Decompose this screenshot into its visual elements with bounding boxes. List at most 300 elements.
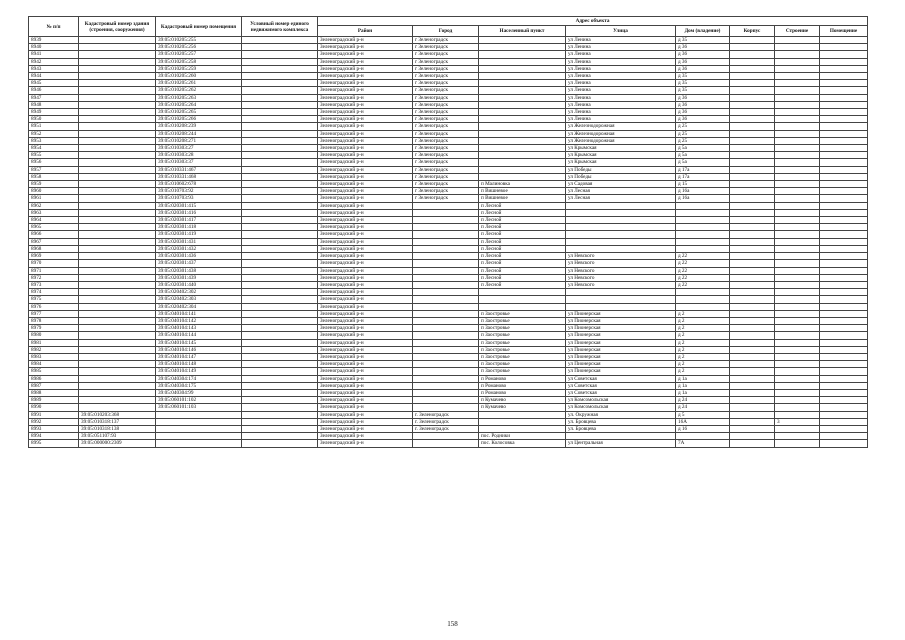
cell-city [413, 274, 479, 281]
cell-cad-room: 39:05:010205:265 [156, 109, 242, 116]
cell-city: г Зеленоградск [413, 101, 479, 108]
cell-city: г Зеленоградск [413, 73, 479, 80]
cell-city [413, 260, 479, 267]
cell-street: ул Пионерская [566, 361, 676, 368]
cell-district: Зеленоградский р-н [318, 440, 413, 447]
cell-district: Зеленоградский р-н [318, 404, 413, 411]
cell-building [775, 296, 820, 303]
cell-cad-building [79, 303, 156, 310]
cell-building [775, 145, 820, 152]
cell-building [775, 87, 820, 94]
cell-settlement [479, 166, 566, 173]
cell-room [820, 440, 868, 447]
cell-city [413, 382, 479, 389]
cell-street: ул Ленина [566, 65, 676, 72]
cell-building: 3 [775, 418, 820, 425]
cell-building [775, 231, 820, 238]
table-row [29, 44, 868, 51]
cell-settlement: п Заостровье [479, 346, 566, 353]
cell-settlement: пос. Колосовка [479, 440, 566, 447]
cell-cad-building [79, 267, 156, 274]
cell-district: Зеленоградский р-н [318, 166, 413, 173]
cell-cad-room: 39:05:040304:174 [156, 375, 242, 382]
cell-room [820, 332, 868, 339]
registry-table-body [29, 37, 868, 448]
cell-building [775, 281, 820, 288]
cell-num: 8973 [29, 281, 79, 288]
table-row [29, 296, 868, 303]
cell-num: 8988 [29, 389, 79, 396]
cell-cond-num [242, 418, 318, 425]
cell-city [413, 440, 479, 447]
cell-house: д 36 [676, 51, 730, 58]
cell-street: ул Советская [566, 389, 676, 396]
cell-district: Зеленоградский р-н [318, 195, 413, 202]
cell-house: д 5 [676, 411, 730, 418]
cell-settlement: п Лесной [479, 281, 566, 288]
cell-cond-num [242, 339, 318, 346]
table-row [29, 289, 868, 296]
cell-cad-room: 39:05:010331:467 [156, 166, 242, 173]
table-row [29, 58, 868, 65]
cell-district: Зеленоградский р-н [318, 152, 413, 159]
cell-city [413, 224, 479, 231]
cell-cond-num [242, 145, 318, 152]
table-row [29, 303, 868, 310]
cell-korpus [730, 173, 775, 180]
cell-district: Зеленоградский р-н [318, 238, 413, 245]
cell-cond-num [242, 231, 318, 238]
cell-cond-num [242, 425, 318, 432]
cell-num: 8944 [29, 73, 79, 80]
cell-num: 8978 [29, 317, 79, 324]
cell-district: Зеленоградский р-н [318, 281, 413, 288]
cell-cad-room: 39:05:010208:244 [156, 130, 242, 137]
table-row [29, 73, 868, 80]
cell-district: Зеленоградский р-н [318, 433, 413, 440]
cell-building [775, 65, 820, 72]
cell-building [775, 433, 820, 440]
cell-cad-building [79, 123, 156, 130]
cell-room [820, 238, 868, 245]
cell-settlement [479, 58, 566, 65]
cell-num: 8943 [29, 65, 79, 72]
header-house: Дом (владение) [676, 26, 730, 37]
cell-room [820, 181, 868, 188]
cell-room [820, 281, 868, 288]
cell-building [775, 137, 820, 144]
cell-korpus [730, 195, 775, 202]
cell-cad-building [79, 51, 156, 58]
cell-korpus [730, 332, 775, 339]
cell-building [775, 289, 820, 296]
table-row [29, 123, 868, 130]
cell-room [820, 173, 868, 180]
cell-settlement: п Вишневое [479, 188, 566, 195]
cell-korpus [730, 260, 775, 267]
cell-house: д 2 [676, 317, 730, 324]
cell-cad-room: 39:05:010205:258 [156, 58, 242, 65]
cell-num: 8971 [29, 267, 79, 274]
table-row [29, 245, 868, 252]
cell-cad-building [79, 231, 156, 238]
cell-district: Зеленоградский р-н [318, 217, 413, 224]
cell-building [775, 310, 820, 317]
cell-street: ул Железнодорожная [566, 130, 676, 137]
cell-building [775, 325, 820, 332]
cell-district: Зеленоградский р-н [318, 425, 413, 432]
cell-num: 8957 [29, 166, 79, 173]
cell-street: ул Комсомольская [566, 397, 676, 404]
cell-settlement: п Заостровье [479, 361, 566, 368]
cell-korpus [730, 368, 775, 375]
cell-settlement: п Лесной [479, 260, 566, 267]
cell-korpus [730, 224, 775, 231]
cell-cad-building [79, 188, 156, 195]
cell-room [820, 209, 868, 216]
cell-cond-num [242, 152, 318, 159]
cell-cond-num [242, 411, 318, 418]
cell-building [775, 123, 820, 130]
cell-house: д 2 [676, 325, 730, 332]
cell-district: Зеленоградский р-н [318, 346, 413, 353]
cell-city: г. Зеленоградск [413, 411, 479, 418]
cell-city: г Зеленоградск [413, 130, 479, 137]
cell-building [775, 202, 820, 209]
cell-korpus [730, 181, 775, 188]
cell-city [413, 317, 479, 324]
header-settlement: Населенный пункт [479, 26, 566, 37]
cell-building [775, 44, 820, 51]
cell-street: ул Центральная [566, 440, 676, 447]
cell-cond-num [242, 353, 318, 360]
cell-district: Зеленоградский р-н [318, 231, 413, 238]
cell-house: д 2 [676, 346, 730, 353]
cell-cad-room: 39:05:020301:436 [156, 253, 242, 260]
cell-city [413, 433, 479, 440]
cell-building [775, 260, 820, 267]
cell-num: 8961 [29, 195, 79, 202]
cell-room [820, 245, 868, 252]
cell-house: д 2 [676, 361, 730, 368]
cell-district: Зеленоградский р-н [318, 209, 413, 216]
cell-street: ул Пионерская [566, 332, 676, 339]
cell-building [775, 101, 820, 108]
cell-building [775, 217, 820, 224]
cell-building [775, 51, 820, 58]
cell-building [775, 267, 820, 274]
cell-street: ул Ленина [566, 80, 676, 87]
cell-num: 8982 [29, 346, 79, 353]
cell-settlement [479, 44, 566, 51]
cell-korpus [730, 37, 775, 44]
cell-city: г Зеленоградск [413, 195, 479, 202]
cell-cad-building [79, 173, 156, 180]
cell-korpus [730, 317, 775, 324]
cell-street: ул Пионерская [566, 353, 676, 360]
cell-cond-num [242, 296, 318, 303]
cell-street: ул Ленина [566, 94, 676, 101]
cell-cond-num [242, 109, 318, 116]
cell-city: г. Зеленоградск [413, 418, 479, 425]
cell-house [676, 296, 730, 303]
cell-num: 8983 [29, 353, 79, 360]
cell-cad-room [156, 411, 242, 418]
cell-room [820, 159, 868, 166]
cell-city: г Зеленоградск [413, 37, 479, 44]
cell-room [820, 94, 868, 101]
cell-house: д 22 [676, 267, 730, 274]
cell-settlement [479, 159, 566, 166]
cell-district: Зеленоградский р-н [318, 325, 413, 332]
cell-settlement: п Романово [479, 375, 566, 382]
cell-cond-num [242, 130, 318, 137]
cell-house: д 24 [676, 397, 730, 404]
cell-num: 8972 [29, 274, 79, 281]
cell-street [566, 289, 676, 296]
cell-cad-room: 39:05:010703:92 [156, 188, 242, 195]
cell-cond-num [242, 80, 318, 87]
cell-house [676, 202, 730, 209]
cell-cond-num [242, 37, 318, 44]
cell-cad-room: 39:05:020301:432 [156, 245, 242, 252]
cell-num: 8990 [29, 404, 79, 411]
cell-cad-room: 39:05:020402:302 [156, 289, 242, 296]
cell-building [775, 109, 820, 116]
table-row [29, 332, 868, 339]
cell-room [820, 231, 868, 238]
cell-cad-room: 39:05:020402:303 [156, 296, 242, 303]
cell-city: г. Зеленоградск [413, 425, 479, 432]
cell-room [820, 101, 868, 108]
cell-district: Зеленоградский р-н [318, 130, 413, 137]
cell-cad-room: 39:05:010205:260 [156, 73, 242, 80]
table-row [29, 87, 868, 94]
table-row [29, 368, 868, 375]
cell-street: ул Ленина [566, 109, 676, 116]
cell-district: Зеленоградский р-н [318, 181, 413, 188]
cell-cad-room: 39:05:020301:440 [156, 281, 242, 288]
cell-house: д 17а [676, 173, 730, 180]
cell-cond-num [242, 73, 318, 80]
cell-cond-num [242, 202, 318, 209]
cell-district: Зеленоградский р-н [318, 109, 413, 116]
cell-room [820, 73, 868, 80]
cell-house: д 36 [676, 116, 730, 123]
cell-korpus [730, 404, 775, 411]
cell-cad-room: 39:05:020301:417 [156, 217, 242, 224]
cell-cad-building [79, 397, 156, 404]
cell-cond-num [242, 116, 318, 123]
cell-cad-building [79, 137, 156, 144]
cell-city: г Зеленоградск [413, 173, 479, 180]
cell-cad-room: 39:05:020301:437 [156, 260, 242, 267]
cell-settlement [479, 152, 566, 159]
table-row [29, 267, 868, 274]
cell-house: д 16а [676, 195, 730, 202]
cell-street: ул Лесная [566, 188, 676, 195]
cell-house: д 15 [676, 181, 730, 188]
cell-house [676, 238, 730, 245]
cell-cond-num [242, 433, 318, 440]
cell-room [820, 418, 868, 425]
cell-street: ул Невского [566, 260, 676, 267]
cell-district: Зеленоградский р-н [318, 411, 413, 418]
cell-house [676, 245, 730, 252]
cell-settlement [479, 425, 566, 432]
cell-district: Зеленоградский р-н [318, 159, 413, 166]
cell-cad-building [79, 310, 156, 317]
cell-district: Зеленоградский р-н [318, 94, 413, 101]
cell-korpus [730, 116, 775, 123]
cell-num: 8968 [29, 245, 79, 252]
cell-street [566, 224, 676, 231]
table-row [29, 238, 868, 245]
cell-house: д 35 [676, 80, 730, 87]
cell-cond-num [242, 317, 318, 324]
cell-street [566, 231, 676, 238]
cell-cad-building [79, 217, 156, 224]
cell-district: Зеленоградский р-н [318, 317, 413, 324]
cell-settlement: пос. Родники [479, 433, 566, 440]
table-row [29, 325, 868, 332]
cell-house: д 16 [676, 425, 730, 432]
cell-cond-num [242, 181, 318, 188]
cell-room [820, 152, 868, 159]
cell-settlement [479, 289, 566, 296]
cell-district: Зеленоградский р-н [318, 361, 413, 368]
cell-settlement: п Заостровье [479, 325, 566, 332]
table-row [29, 382, 868, 389]
table-row [29, 310, 868, 317]
cell-street: ул Пионерская [566, 310, 676, 317]
table-row [29, 152, 868, 159]
cell-korpus [730, 440, 775, 447]
cell-room [820, 260, 868, 267]
table-row [29, 425, 868, 432]
cell-city [413, 231, 479, 238]
cell-korpus [730, 137, 775, 144]
cell-cond-num [242, 397, 318, 404]
cell-settlement: п Лесной [479, 245, 566, 252]
cell-korpus [730, 123, 775, 130]
cell-cad-building [79, 130, 156, 137]
cell-cad-building [79, 346, 156, 353]
cell-building [775, 37, 820, 44]
cell-korpus [730, 65, 775, 72]
cell-city: г Зеленоградск [413, 94, 479, 101]
cell-room [820, 58, 868, 65]
cell-cad-room: 39:05:010303:28 [156, 152, 242, 159]
cell-street [566, 217, 676, 224]
cell-korpus [730, 339, 775, 346]
cell-cond-num [242, 346, 318, 353]
cell-house [676, 433, 730, 440]
cell-cond-num [242, 224, 318, 231]
table-row [29, 440, 868, 447]
cell-street: ул Невского [566, 281, 676, 288]
cell-street: ул Железнодорожная [566, 137, 676, 144]
cell-house: 16А [676, 418, 730, 425]
cell-num: 8974 [29, 289, 79, 296]
table-row [29, 80, 868, 87]
cell-korpus [730, 80, 775, 87]
cell-settlement: п Заостровье [479, 332, 566, 339]
header-building: Строение [775, 26, 820, 37]
cell-building [775, 152, 820, 159]
cell-street: ул Железнодорожная [566, 123, 676, 130]
cell-district: Зеленоградский р-н [318, 375, 413, 382]
cell-street: ул. Бровцева [566, 425, 676, 432]
cell-house: д 35 [676, 37, 730, 44]
cell-cad-building [79, 404, 156, 411]
cell-city: г Зеленоградск [413, 80, 479, 87]
cell-city: г Зеленоградск [413, 44, 479, 51]
cell-cad-room: 39:05:060101:102 [156, 397, 242, 404]
table-row [29, 109, 868, 116]
table-row [29, 404, 868, 411]
cell-settlement: п Лесной [479, 202, 566, 209]
cell-house: д 35 [676, 73, 730, 80]
cell-room [820, 389, 868, 396]
cell-cond-num [242, 404, 318, 411]
cell-cad-room: 39:05:010208:239 [156, 123, 242, 130]
cell-city [413, 303, 479, 310]
table-row [29, 137, 868, 144]
cell-cond-num [242, 325, 318, 332]
cell-settlement [479, 109, 566, 116]
cell-room [820, 382, 868, 389]
cell-cad-building [79, 353, 156, 360]
cell-room [820, 65, 868, 72]
cell-house: д 2 [676, 353, 730, 360]
cell-cond-num [242, 137, 318, 144]
cell-district: Зеленоградский р-н [318, 37, 413, 44]
cell-street: ул Победы [566, 166, 676, 173]
cell-cad-building [79, 181, 156, 188]
cell-district: Зеленоградский р-н [318, 101, 413, 108]
cell-street: ул Советская [566, 382, 676, 389]
cell-settlement: п Кумачево [479, 397, 566, 404]
cell-building [775, 116, 820, 123]
cell-house [676, 224, 730, 231]
cell-building [775, 166, 820, 173]
cell-korpus [730, 109, 775, 116]
cell-settlement [479, 101, 566, 108]
cell-building [775, 245, 820, 252]
cell-cad-room: 39:05:020301:418 [156, 224, 242, 231]
cell-settlement: п Малиновка [479, 181, 566, 188]
cell-cad-building [79, 80, 156, 87]
cell-cond-num [242, 123, 318, 130]
cell-num: 8964 [29, 217, 79, 224]
cell-korpus [730, 231, 775, 238]
cell-building [775, 303, 820, 310]
cell-korpus [730, 296, 775, 303]
cell-settlement: п Лесной [479, 224, 566, 231]
cell-room [820, 375, 868, 382]
cell-building [775, 58, 820, 65]
cell-city [413, 346, 479, 353]
cell-house: д 5а [676, 145, 730, 152]
cell-settlement: п Вишневое [479, 195, 566, 202]
cell-room [820, 37, 868, 44]
cell-cad-building: 39:05:010318:138 [79, 425, 156, 432]
cell-cond-num [242, 368, 318, 375]
table-row [29, 346, 868, 353]
cell-street: ул Пионерская [566, 346, 676, 353]
cell-street: ул Ленина [566, 58, 676, 65]
